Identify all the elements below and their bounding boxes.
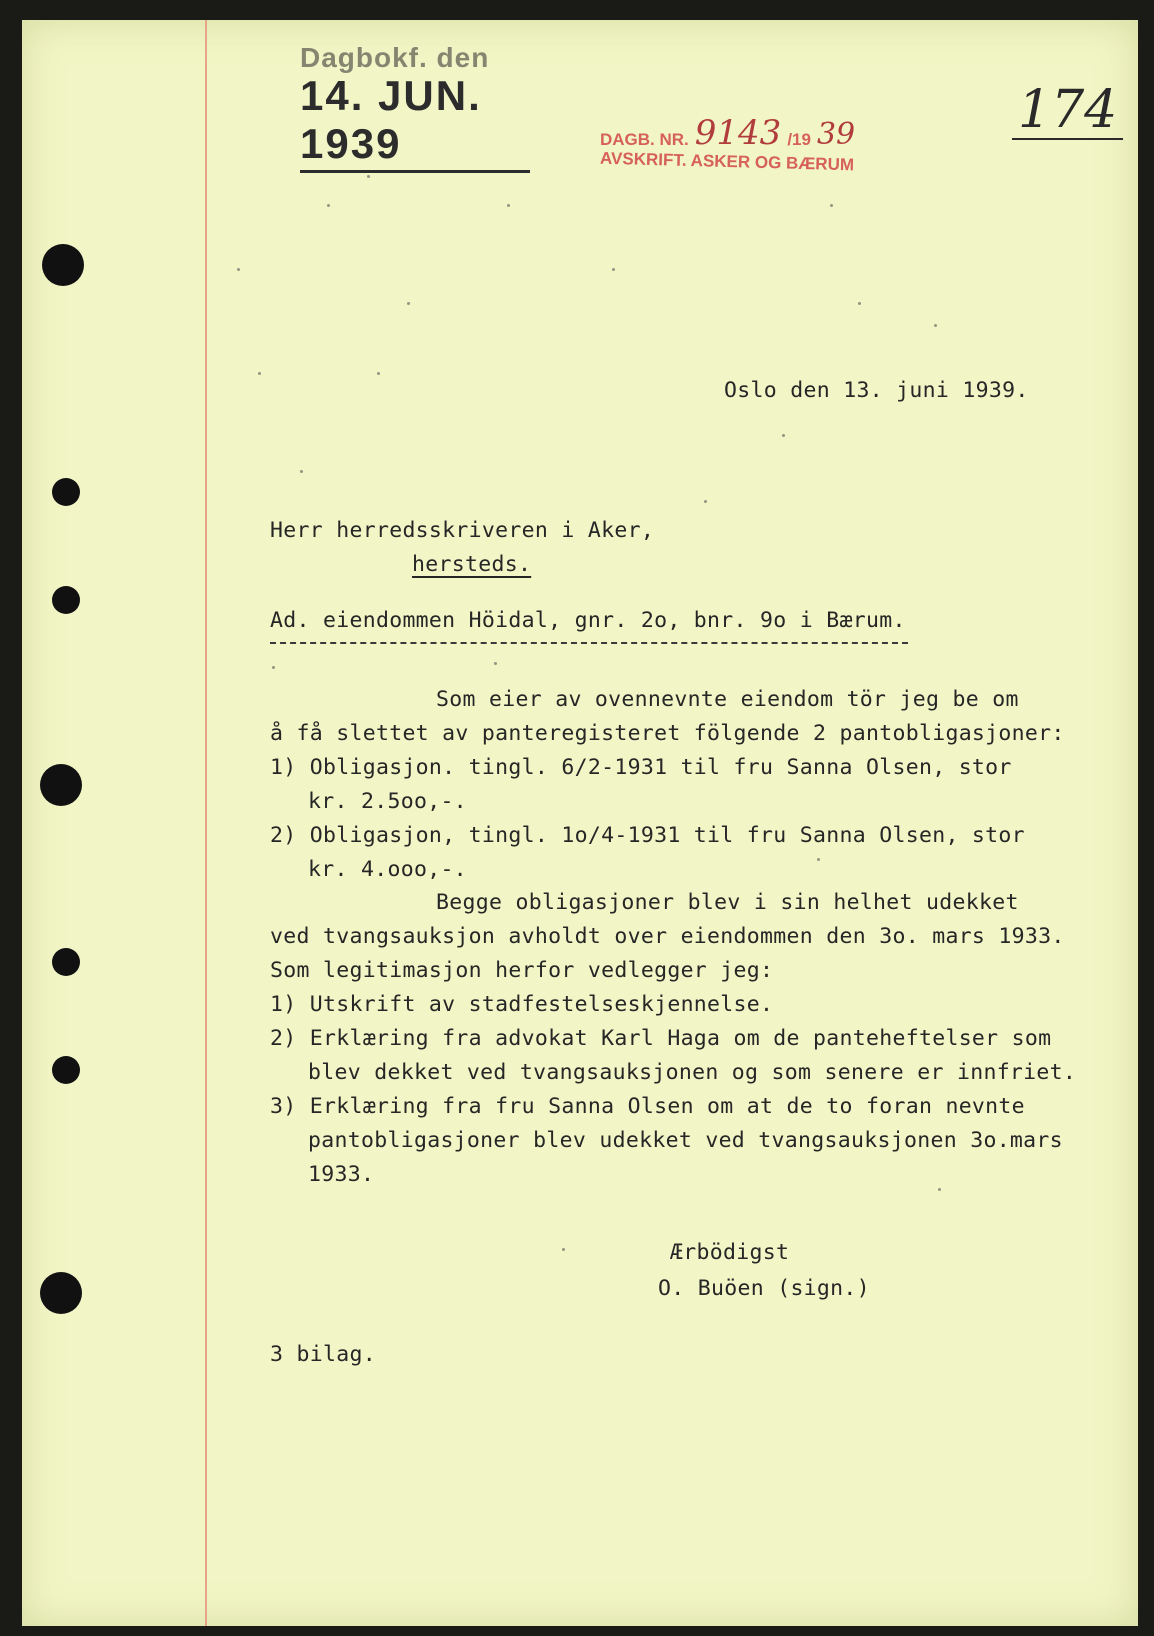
received-date-stamp [300,42,530,173]
paper-speck [377,372,380,375]
registry-office: AVSKRIFT. ASKER OG BÆRUM [599,148,855,175]
punch-hole-6 [52,1056,80,1084]
stamp-date: 14. JUN. 1939 [300,72,530,173]
registry-stamp [599,113,856,175]
paper-speck [938,1188,941,1191]
body-line: 3) Erklæring fra fru Sanna Olsen om at de to foran nevnte [270,1094,1025,1119]
closing: Ærbödigst [670,1240,790,1265]
body-line: Som legitimasjon herfor vedlegger jeg: [270,958,774,983]
body-line: 1) Obligasjon. tingl. 6/2-1931 til fru Sanna Olsen, stor [270,755,1012,780]
punch-hole-5 [52,948,80,976]
body-line: kr. 2.5oo,-. [308,789,467,814]
subject-divider [270,642,908,644]
paper-speck [562,1248,565,1251]
signature: O. Buöen (sign.) [658,1276,870,1301]
body-line: 2) Obligasjon, tingl. 1o/4-1931 til fru Sanna Olsen, stor [270,823,1025,848]
paper-speck [934,324,937,327]
paper-speck [407,302,410,305]
body-line: 1) Utskrift av stadfestelseskjennelse. [270,992,774,1017]
paper-speck [830,204,833,207]
punch-hole-7 [40,1272,82,1314]
paper-speck [237,268,240,271]
stamp-label: Dagbokf. den [300,42,490,73]
paper-speck [367,175,370,178]
paper-speck [612,268,615,271]
punch-hole-2 [52,478,80,506]
body-line: ved tvangsauksjon avholdt over eiendommen den 3o. mars 1933. [270,924,1065,949]
addressee-place: hersteds. [412,552,532,577]
paper-speck [858,302,861,305]
paper-speck [704,500,707,503]
body-line: pantobligasjoner blev udekket ved tvangsauksjonen 3o.mars [308,1128,1063,1153]
body-line: 1933. [308,1162,375,1187]
registry-prefix: DAGB. NR. [600,130,689,149]
date-line: Oslo den 13. juni 1939. [724,378,1029,403]
document-page [22,20,1138,1626]
registry-number: 9143 [694,113,782,153]
paper-speck [327,204,330,207]
margin-line [205,20,207,1626]
punch-hole-4 [40,764,82,806]
registry-sep: /19 [787,130,811,149]
body-line: Som eier av ovennevnte eiendom tör jeg be om [436,687,1019,712]
punch-hole-1 [42,244,84,286]
paper-speck [272,666,275,669]
paper-speck [258,372,261,375]
paper-speck [782,434,785,437]
body-line: å få slettet av panteregisteret fölgende 2 pantobligasjoner: [270,721,1065,746]
paper-speck [507,204,510,207]
body-line: 2) Erklæring fra advokat Karl Haga om de panteheftelser som [270,1026,1052,1051]
paper-speck [300,470,303,473]
addressee: Herr herredsskriveren i Aker, [270,518,655,543]
registry-year: 39 [816,117,856,152]
body-line: kr. 4.ooo,-. [308,857,467,882]
page-number: 174 [1012,82,1123,140]
subject-line: Ad. eiendommen Höidal, gnr. 2o, bnr. 9o i Bærum. [270,608,906,633]
paper-speck [494,662,497,665]
body-line: Begge obligasjoner blev i sin helhet udekket [436,890,1019,915]
punch-hole-3 [52,586,80,614]
body-line: blev dekket ved tvangsauksjonen og som senere er innfriet. [308,1060,1077,1085]
attachments-note: 3 bilag. [270,1342,376,1367]
paper-speck [817,858,820,861]
